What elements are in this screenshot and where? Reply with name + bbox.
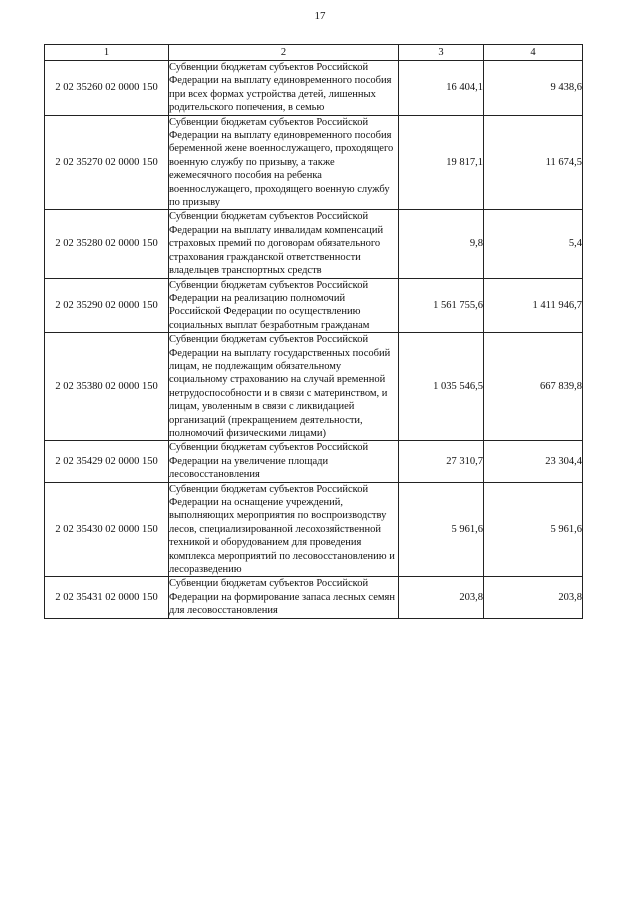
amount-cell-col3: 16 404,1 xyxy=(399,61,484,116)
budget-code-cell: 2 02 35270 02 0000 150 xyxy=(45,115,169,210)
amount-cell-col3: 1 561 755,6 xyxy=(399,278,484,333)
amount-cell-col3: 9,8 xyxy=(399,210,484,278)
budget-code-cell: 2 02 35431 02 0000 150 xyxy=(45,577,169,618)
budget-code-cell: 2 02 35280 02 0000 150 xyxy=(45,210,169,278)
amount-cell-col4: 5,4 xyxy=(484,210,583,278)
amount-cell-col4: 9 438,6 xyxy=(484,61,583,116)
amount-cell-col4: 23 304,4 xyxy=(484,441,583,482)
table-row xyxy=(45,210,583,278)
header-row xyxy=(45,45,583,61)
page-number: 17 xyxy=(314,10,326,22)
budget-code-cell: 2 02 35260 02 0000 150 xyxy=(45,61,169,116)
description-cell: Субвенции бюджетам субъектов Российской Федерации на реализацию полномочий Российской Федерации по осуществлению социальных выплат безработным гражданам xyxy=(169,278,399,333)
amount-cell-col3: 5 961,6 xyxy=(399,482,484,577)
table-row xyxy=(45,333,583,441)
table-row xyxy=(45,482,583,577)
table-row xyxy=(45,278,583,333)
budget-code-cell: 2 02 35430 02 0000 150 xyxy=(45,482,169,577)
amount-cell-col4: 5 961,6 xyxy=(484,482,583,577)
amount-cell-col3: 203,8 xyxy=(399,577,484,618)
table-row xyxy=(45,115,583,210)
amount-cell-col3: 19 817,1 xyxy=(399,115,484,210)
description-cell: Субвенции бюджетам субъектов Российской Федерации на оснащение учреждений, выполняющих мероприятия по воспроизводству лесов, специализированной лесохозяйственной техникой и оборудованием для проведения комплекса мероприятий по лесовосстановлению и лесоразведению xyxy=(169,482,399,577)
budget-table xyxy=(44,44,583,619)
amount-cell-col3: 1 035 546,5 xyxy=(399,333,484,441)
budget-code-cell: 2 02 35380 02 0000 150 xyxy=(45,333,169,441)
description-cell: Субвенции бюджетам субъектов Российской Федерации на выплату единовременного пособия беременной жене военнослужащего, проходящего военную службу по призыву, а также ежемесячного пособия на ребенка военнослужащего, проходящего военную службу по призыву xyxy=(169,115,399,210)
amount-cell-col4: 1 411 946,7 xyxy=(484,278,583,333)
budget-code-cell: 2 02 35290 02 0000 150 xyxy=(45,278,169,333)
budget-code-cell: 2 02 35429 02 0000 150 xyxy=(45,441,169,482)
description-cell: Субвенции бюджетам субъектов Российской Федерации на выплату инвалидам компенсаций страховых премий по договорам обязательного страхования гражданской ответственности владельцев транспортных средств xyxy=(169,210,399,278)
amount-cell-col3: 27 310,7 xyxy=(399,441,484,482)
table-row xyxy=(45,441,583,482)
description-cell: Субвенции бюджетам субъектов Российской Федерации на выплату единовременного пособия при всех формах устройства детей, лишенных родительского попечения, в семью xyxy=(169,61,399,116)
amount-cell-col4: 667 839,8 xyxy=(484,333,583,441)
description-cell: Субвенции бюджетам субъектов Российской Федерации на формирование запаса лесных семян для лесовосстановления xyxy=(169,577,399,618)
table-row xyxy=(45,61,583,116)
header-cell-4: 4 xyxy=(484,45,583,61)
header-cell-1: 1 xyxy=(45,45,169,61)
amount-cell-col4: 11 674,5 xyxy=(484,115,583,210)
header-cell-2: 2 xyxy=(169,45,399,61)
table-row xyxy=(45,577,583,618)
description-cell: Субвенции бюджетам субъектов Российской Федерации на увеличение площади лесовосстановления xyxy=(169,441,399,482)
header-cell-3: 3 xyxy=(399,45,484,61)
amount-cell-col4: 203,8 xyxy=(484,577,583,618)
description-cell: Субвенции бюджетам субъектов Российской Федерации на выплату государственных пособий лицам, не подлежащим обязательному социальному страхованию на случай временной нетрудоспособности и в связи с материнством, и лицам, уволенным в связи с ликвидацией организаций (прекращением деятельности, полномочий физическими лицами) xyxy=(169,333,399,441)
